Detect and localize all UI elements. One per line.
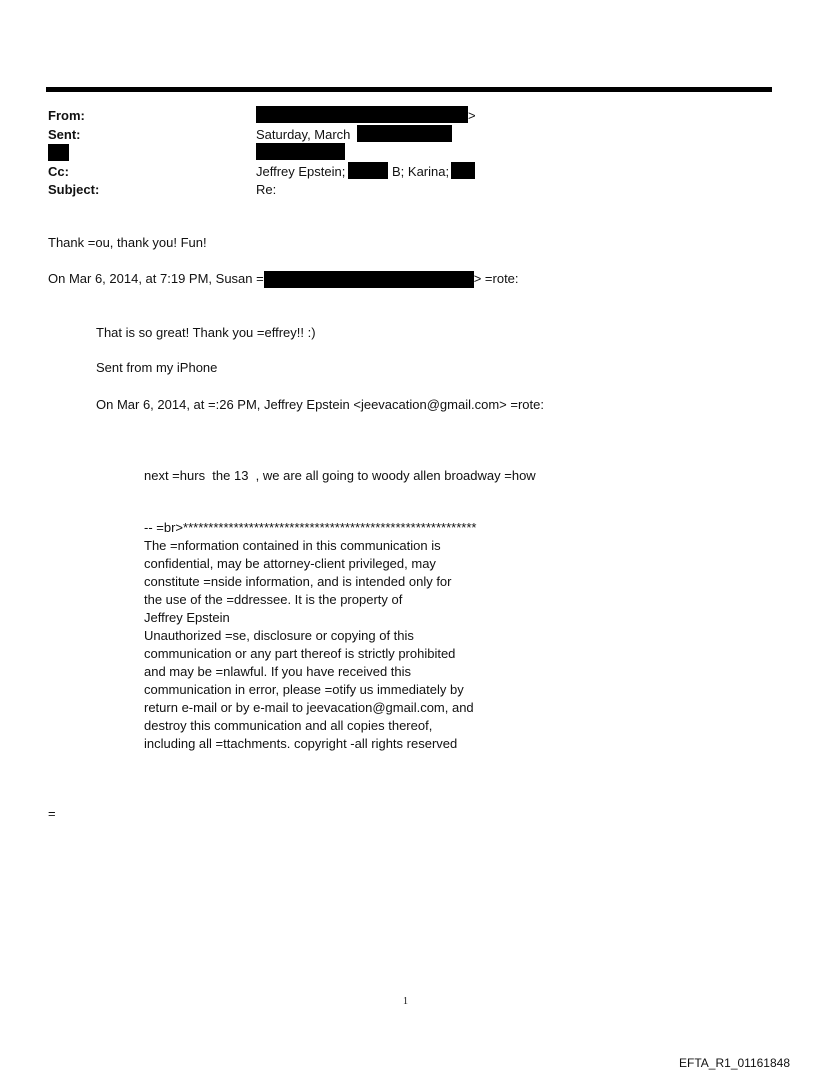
disclaimer-line: return e-mail or by e-mail to jeevacation@gmail.com, and [144, 700, 474, 715]
disclaimer-line: constitute =nside information, and is intended only for [144, 574, 452, 589]
disclaimer-line: including all =ttachments. copyright -all rights reserved [144, 736, 458, 751]
attribution-redaction [264, 271, 474, 288]
attribution-prefix: On Mar 6, 2014, at 7:19 PM, Susan = [48, 271, 264, 286]
sent-value: Saturday, March [256, 127, 351, 142]
disclaimer-line: communication or any part thereof is strictly prohibited [144, 646, 456, 661]
quoted-message: next =hurs the 13 , we are all going to woody allen broadway =how [144, 468, 536, 483]
attribution-suffix: > =rote: [473, 271, 519, 286]
sent-redaction [357, 125, 452, 142]
attribution-line [48, 271, 519, 288]
cc-redaction-1 [348, 162, 388, 179]
sent-label: Sent: [48, 127, 81, 142]
cc-value-part2: B; Karina; [392, 164, 450, 179]
subject-label: Subject: [48, 182, 100, 197]
disclaimer-line: confidential, may be attorney-client privileged, may [144, 556, 436, 571]
disclaimer-line: Unauthorized =se, disclosure or copying of this [144, 628, 414, 643]
cc-redaction-2 [451, 162, 475, 179]
subject-value: Re: [256, 182, 277, 197]
from-redaction [256, 106, 468, 123]
from-suffix: > [468, 108, 476, 123]
disclaimer-line: the use of the =ddressee. It is the property of [144, 592, 403, 607]
cc-value-part1: Jeffrey Epstein; [256, 164, 346, 179]
disclaimer-line: -- =br>********************************************************** [144, 520, 477, 535]
reply-line: Thank =ou, thank you! Fun! [48, 235, 207, 250]
quote1-line3: On Mar 6, 2014, at =:26 PM, Jeffrey Epstein <jeevacation@gmail.com> =rote: [96, 397, 544, 412]
disclaimer-line: The =nformation contained in this communication is [144, 538, 441, 553]
bates-number: EFTA_R1_01161848 [679, 1056, 790, 1070]
disclaimer-line: and may be =nlawful. If you have received this [144, 664, 412, 679]
disclaimer-line: communication in error, please =otify us immediately by [144, 682, 464, 697]
disclaimer-line: destroy this communication and all copies thereof, [144, 718, 433, 733]
cc-label: Cc: [48, 164, 69, 179]
to-redaction [256, 143, 345, 160]
trailing-char: = [48, 806, 56, 821]
disclaimer-line: Jeffrey Epstein [144, 610, 230, 625]
quote1-line1: That is so great! Thank you =effrey!! :) [96, 325, 316, 340]
to-label-redaction [48, 144, 69, 161]
header-divider [46, 87, 772, 92]
page-number: 1 [403, 996, 408, 1007]
quote1-line2: Sent from my iPhone [96, 360, 218, 375]
from-label: From: [48, 108, 85, 123]
